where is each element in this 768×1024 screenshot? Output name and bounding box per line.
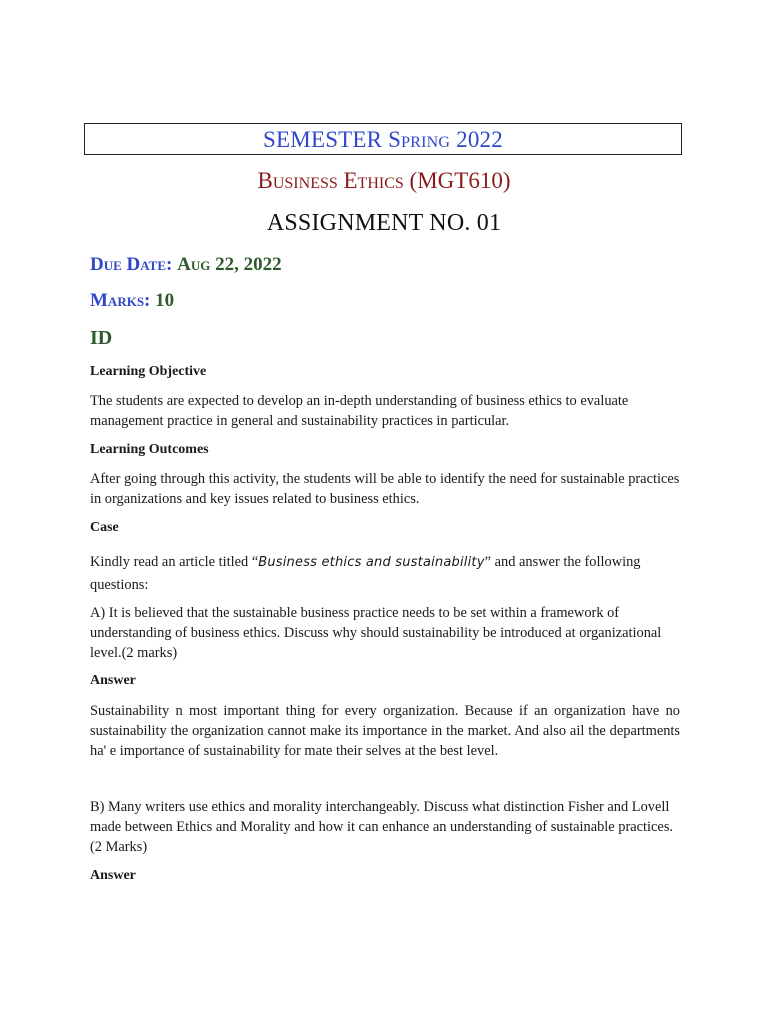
semester-title — [263, 124, 503, 156]
due-date-line — [90, 254, 282, 276]
learning-objective-heading: Learning Objective — [90, 364, 207, 379]
question-b: B) Many writers use ethics and morality interchangeably. Discuss what distinction Fisher and Lovell made between Ethics and Morality and how it can enhance an understanding of sustainable practices. (2 Marks) — [90, 799, 674, 855]
learning-outcomes-heading: Learning Outcomes — [90, 442, 209, 457]
semester-term: Spring — [388, 127, 451, 152]
marks-line — [90, 290, 174, 312]
course-name: Business Ethics — [257, 168, 404, 193]
case-article-title: Business ethics and sustainability — [258, 555, 485, 570]
course-code: (MGT610) — [409, 168, 511, 193]
due-date-label: Due Date: — [90, 254, 173, 275]
course-title — [0, 168, 768, 194]
assignment-title: ASSIGNMENT NO. 01 — [266, 210, 502, 236]
case-text — [90, 551, 680, 596]
case-prefix: Kindly read an article titled “ — [90, 554, 259, 570]
case-heading: Case — [90, 520, 119, 535]
semester-word: SEMESTER — [263, 127, 383, 152]
answer-a-heading: Answer — [90, 673, 136, 688]
due-date-value: Aug 22, 2022 — [177, 254, 282, 275]
learning-outcomes-text: After going through this activity, the students will be able to identify the need for sustainable practices in organizations and key issues related to business ethics. — [90, 471, 680, 507]
semester-banner — [84, 123, 682, 155]
marks-label: Marks: — [90, 290, 151, 311]
id-label: ID — [90, 327, 113, 349]
answer-a-text: Sustainability n most important thing for every organization. Because if an organization have no sustainability the organization cannot make its importance in the market. And also ail the departments ha' e importance of sustainability for mate their selves at the best level. — [90, 703, 680, 759]
answer-b-heading: Answer — [90, 868, 136, 883]
learning-objective-text: The students are expected to develop an in-depth understanding of business ethics to evaluate management practice in general and sustainability practices in particular. — [90, 393, 629, 429]
marks-value: 10 — [155, 290, 175, 311]
question-a: A) It is believed that the sustainable business practice needs to be set within a framework of understanding of business ethics. Discuss why should sustainability be introduced at organizational level.(2 marks) — [90, 605, 662, 661]
case-suffix: ” and answer the following questions: — [90, 554, 641, 593]
semester-year: 2022 — [456, 127, 503, 152]
